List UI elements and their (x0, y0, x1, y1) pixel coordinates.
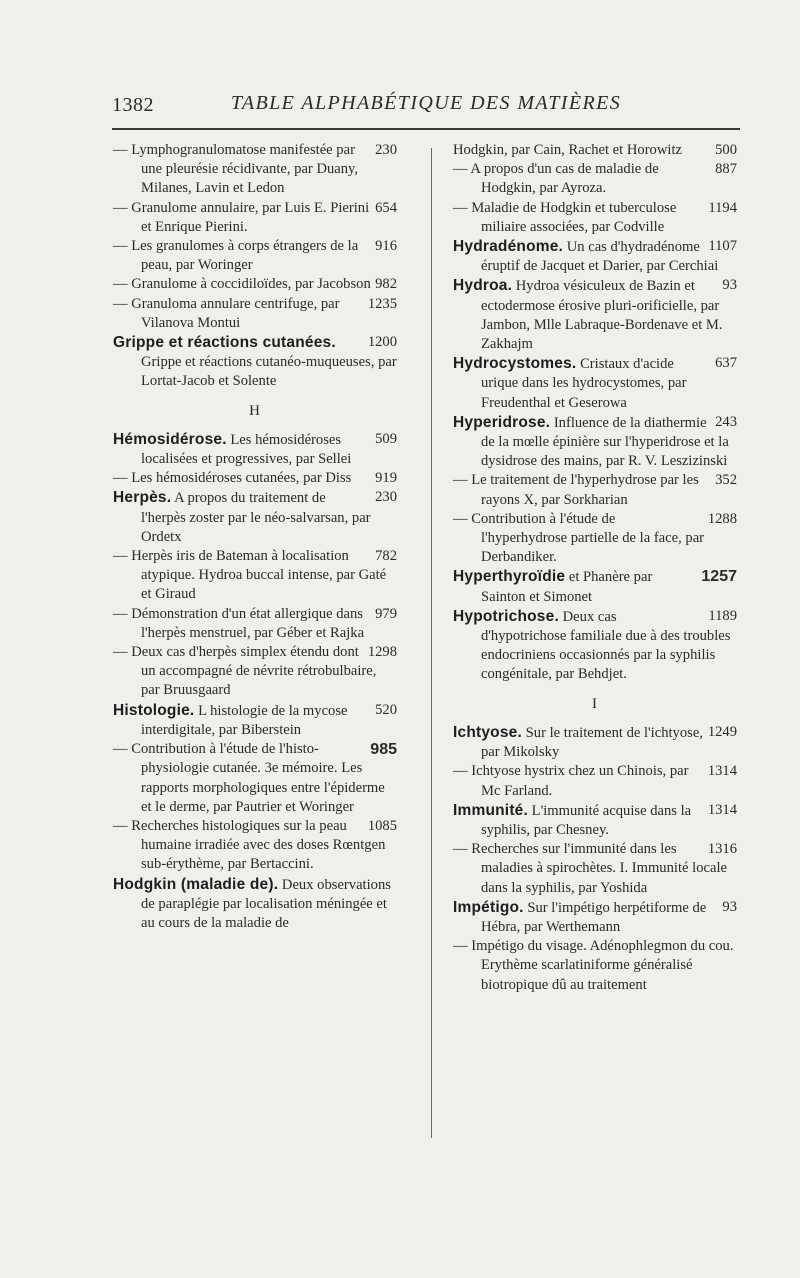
entry-text: Sur le traitement de l'ichtyose, par Mikolsky (481, 724, 703, 761)
index-subentry (453, 762, 737, 800)
index-entry (113, 701, 397, 740)
index-subentry (453, 160, 737, 198)
page-reference: 1288 (707, 510, 737, 527)
index-subentry (453, 510, 737, 568)
page-reference: 1298 (367, 644, 397, 661)
page-reference: 230 (375, 142, 397, 158)
entry-text: Hodgkin, par Cain, Rachet et Horowitz (453, 142, 682, 158)
page-reference: 1189 (708, 607, 737, 624)
entry-headword: Impétigo. (453, 898, 524, 916)
entry-text: — Les hémosidéroses cutanées, par Diss (113, 470, 352, 487)
entry-text: et Phanère par Sainton et Simonet (481, 569, 653, 605)
column-divider (431, 148, 432, 1138)
index-entry (453, 237, 737, 276)
entry-headword: Grippe et réactions cutanées. (113, 334, 336, 352)
page-reference: 1200 (367, 334, 397, 351)
index-subentry (113, 740, 397, 817)
entry-text: — Maladie de Hodgkin et tuberculose miliaire associées, par Codville (453, 199, 677, 235)
page-reference: 1257 (701, 568, 737, 586)
page-header (112, 92, 740, 126)
entry-headword: Immunité. (453, 801, 529, 819)
index-subentry (113, 295, 397, 333)
entry-headword: Ichtyose. (453, 723, 522, 741)
index-entry (453, 607, 737, 685)
entry-text: L'immunité acquise dans la syphilis, par Chesney. (481, 802, 692, 838)
index-entry (113, 875, 397, 934)
page-reference: 1316 (707, 841, 737, 858)
page-reference: 520 (375, 701, 397, 718)
page-reference: 982 (375, 276, 397, 293)
entry-text: — Contribution à l'étude de l'hyperhydrose partielle de la face, par Derbandiker. (453, 510, 705, 566)
entry-text: — Recherches sur l'immunité dans les maladies à spirochètes. I. Immunité locale dans la syphilis, par Yoshida (453, 841, 727, 896)
right-column (453, 141, 737, 995)
entry-text: Influence de la diathermie de la mœlle épinière sur l'hyperidrose et la dysidrose des mains, par R. V. Leszizinski (481, 414, 729, 470)
running-title: TABLE ALPHABÉTIQUE DES MATIÈRES (230, 92, 622, 114)
page-reference: 985 (370, 741, 397, 759)
entry-headword: Histologie. (113, 701, 195, 719)
page-reference: 352 (715, 472, 737, 489)
entry-text: Grippe et réactions cutanéo-muqueuses, par Lortat-Jacob et Solente (141, 354, 397, 390)
page-reference: 782 (375, 548, 397, 565)
page-reference: 887 (715, 161, 737, 178)
entry-text: Les hémosidéroses localisées et progressives, par Sellei (141, 431, 352, 468)
index-entry (113, 333, 397, 392)
entry-text: Sur l'impétigo herpétiforme de Hébra, par Werthemann (481, 899, 707, 935)
section-letter: I (592, 695, 598, 712)
index-entry (113, 430, 397, 469)
page-reference: 509 (375, 430, 397, 447)
page-reference: 243 (715, 413, 737, 430)
entry-headword: Hypotrichose. (453, 607, 559, 625)
entry-headword: Herpès. (113, 489, 172, 507)
index-subentry (113, 141, 397, 199)
index-subentry (113, 237, 397, 275)
entry-headword: Hodgkin (maladie de). (113, 875, 279, 893)
index-subentry (113, 547, 397, 605)
entry-text: — Lymphogranulomatose manifestée par une pleurésie récidivante, par Duany, Milanes, Lavin et Ledon (113, 142, 359, 197)
index-entry (453, 801, 737, 840)
entry-text: Cristaux d'acide urique dans les hydrocystomes, par Freudenthal et Geserowa (481, 356, 687, 411)
index-subentry (453, 141, 737, 160)
index-subentry (113, 199, 397, 237)
index-subentry (113, 469, 397, 488)
page-reference: 654 (375, 199, 397, 216)
page-reference: 1235 (367, 295, 397, 312)
entry-text: — Impétigo du visage. Adénophlegmon du cou. Erythème scarlatiniforme généralisé biotropique dû au traitement (453, 938, 734, 993)
entry-text: — Granulome à coccidiloïdes, par Jacobson (113, 276, 371, 293)
index-entry (453, 898, 737, 937)
entry-text: — Recherches histologiques sur la peau humaine irradiée avec des doses Rœntgen sub-érythème, par Bertaccini. (113, 817, 386, 873)
index-entry (453, 567, 737, 606)
entry-headword: Hyperthyroïdie (453, 568, 566, 586)
index-subentry (453, 937, 737, 995)
index-entry (453, 276, 737, 354)
entry-text: — Les granulomes à corps étrangers de la peau, par Woringer (113, 238, 359, 274)
page-reference: 93 (722, 898, 737, 915)
page-reference: 916 (375, 238, 397, 255)
entry-text: — Ichtyose hystrix chez un Chinois, par Mc Farland. (453, 763, 689, 799)
entry-text: — Deux cas d'herpès simplex étendu dont un accompagné de névrite rétrobulbaire, par Bruusgaard (113, 644, 377, 699)
index-subentry (453, 199, 737, 237)
page-number: 1382 (112, 94, 154, 116)
entry-headword: Hydradénome. (453, 238, 564, 256)
entry-text: A propos du traitement de l'herpès zoster par le néo-salvarsan, par Ordetx (141, 490, 371, 545)
page-reference: 1314 (707, 801, 737, 818)
index-entry (113, 488, 397, 547)
entry-headword: Hyperidrose. (453, 413, 551, 431)
section-letter: H (249, 402, 261, 419)
page-reference: 979 (375, 605, 397, 622)
index-subentry (113, 643, 397, 701)
entry-text: — Herpès iris de Bateman à localisation atypique. Hydroa buccal intense, par Gaté et Giraud (113, 548, 387, 603)
index-entry (453, 723, 737, 762)
page-reference: 1249 (707, 723, 737, 740)
index-subentry (113, 605, 397, 643)
page-reference: 93 (722, 277, 737, 294)
entry-text: Un cas d'hydradénome éruptif de Jacquet et Darier, par Cerchiai (481, 239, 719, 275)
entry-headword: Hydroa. (453, 277, 513, 295)
entry-text: — Le traitement de l'hyperhydrose par les rayons X, par Sorkharian (453, 472, 699, 508)
page-reference: 1085 (367, 817, 397, 834)
page-reference: 1194 (708, 199, 737, 216)
entry-text: — Démonstration d'un état allergique dans l'herpès menstruel, par Géber et Rajka (113, 605, 365, 641)
entry-text: Deux cas d'hypotrichose familiale due à des troubles endocriniens occasionnés par la syphilis congénitale, par Behdjet. (481, 608, 731, 683)
header-rule (112, 128, 740, 130)
page-reference: 230 (375, 489, 397, 506)
index-subentry (113, 275, 397, 294)
entry-text: — Granulome annulaire, par Luis E. Pierini et Enrique Pierini. (113, 199, 370, 235)
entry-text: — Granuloma annulare centrifuge, par Vilanova Montui (113, 295, 340, 331)
index-subentry (453, 840, 737, 898)
entry-text: — A propos d'un cas de maladie de Hodgkin, par Ayroza. (453, 161, 659, 197)
left-column (113, 141, 397, 933)
page-reference: 1107 (708, 238, 737, 255)
entry-headword: Hydrocystomes. (453, 355, 577, 373)
index-entry (453, 413, 737, 472)
entry-text: Hydroa vésiculeux de Bazin et ectodermose érosive pluri-orificielle, par Jambon, Mlle Labraque-Bordenave et M. Zakhajm (481, 278, 723, 353)
index-subentry (453, 471, 737, 509)
entry-text: Deux observations de paraplégie par localisation méningée et au cours de la maladie de (141, 876, 391, 931)
index-subentry (113, 817, 397, 875)
page-reference: 500 (715, 142, 737, 158)
page-reference: 919 (375, 470, 397, 487)
entry-text: — Contribution à l'étude de l'histo-physiologie cutanée. 3e mémoire. Les rapports morphologiques entre l'épiderme et le derme, par Pautrier et Woringer (113, 741, 385, 815)
page-reference: 637 (715, 355, 737, 372)
entry-text: L histologie de la mycose interdigitale, par Biberstein (141, 702, 348, 738)
page-reference: 1314 (707, 763, 737, 780)
index-entry (453, 354, 737, 413)
entry-headword: Hémosidérose. (113, 430, 227, 448)
